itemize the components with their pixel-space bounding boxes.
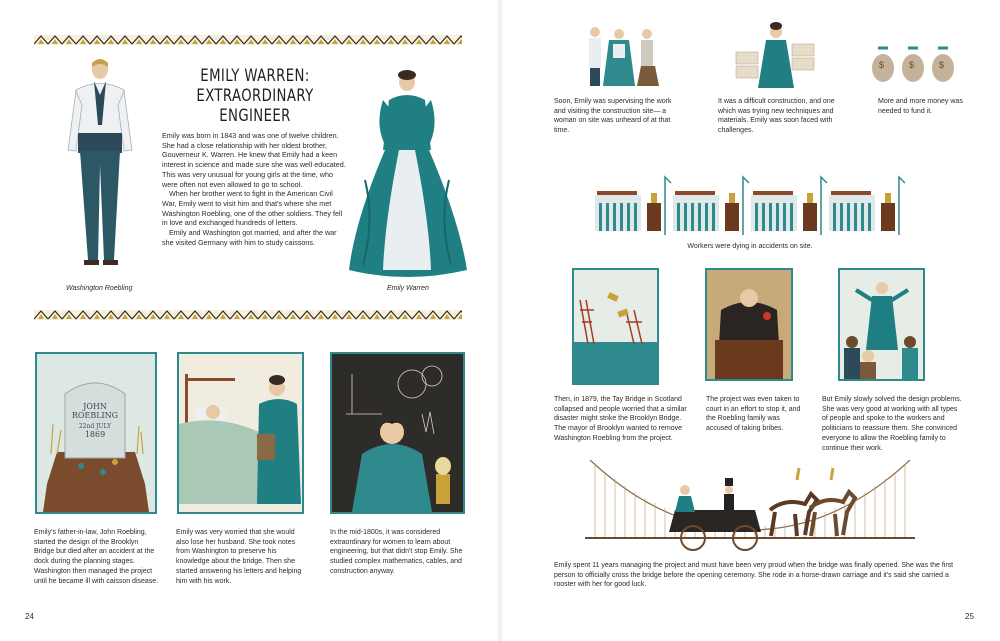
page-title [185,66,325,126]
decorative-border-middle [34,310,462,320]
panel-2-text: Emily was very worried that she would also lose her husband. She took notes from Washington to preserve his knowledge about the bridge. Then she started answering his letters and helping him with his work. [176,529,302,585]
caption-washington-roebling: Washington Roebling [66,285,133,292]
title-line-1: EMILY WARREN: [200,66,310,86]
hospital-bed [595,177,671,235]
site-visit-illustration [575,22,670,90]
caption-emily-warren: Emily Warren [387,285,429,292]
intro-text [162,131,348,247]
caption-workers: Workers were dying in accidents on site. [687,243,813,250]
tombstone-line-3: 22nd JULY [78,423,112,430]
page-number-right: 25 [965,612,974,621]
panel-1-text: Emily's father-in-law, John Roebling, started the design of the Brooklyn Bridge but died after an accident at the dock during the planning stages. Washington then managed the project until he became ill with caisson disease. [34,529,159,585]
title-line-2: EXTRAORDINARY ENGINEER [196,86,314,126]
money-symbol-1: $ [879,60,885,70]
middle-text-2: The project was even taken to court in an effort to stop it, and the Roebling family was accused of taking bribes. [706,396,801,433]
top-text-3: More and more money was needed to fund it. [878,98,963,115]
panel-3-text: In the mid-1800s, it was considered extraordinary for women to learn about engineering, but that didn't stop Emily. She studied complex mathematics, cables, and construction anyway. [330,529,463,575]
middle-text-1: Then, in 1879, the Tay Bridge in Scotland collapsed and people worried that a similar disaster might strike the Brooklyn Bridge. The mayor of Brooklyn wanted to remove Washington Roebling from the project. [554,396,687,442]
top-text-1: Soon, Emily was supervising the work and visiting the construction site— a woman on site was unheard of at that time. [554,98,672,135]
hospital-bed [829,177,905,235]
construction-challenges-illustration [730,22,820,90]
tombstone-panel [35,352,157,514]
studying-panel [330,352,465,514]
page-number-left: 24 [25,612,34,621]
reassuring-panel [838,268,925,381]
bottom-text: Emily spent 11 years managing the project and must have been very proud when the bridge was finally opened. She was the first person to officially cross the bridge before the opening ceremony. She rode in a horse-drawn carriage and it's said she carried a rooster with her for good luck. [554,562,954,589]
tombstone-line-1: JOHN [83,402,107,411]
tombstone-inscription [65,402,125,439]
intro-paragraph-1: Emily was born in 1843 and was one of twelve children. She had a close relationship with her oldest brother, Gouverneur K. Warren. He knew that Emily had a keen interest in science and made sure she was well educated. This was very unusual for young girls at the time, who were often not even allowed to go to school. [162,131,346,189]
top-text-2: It was a difficult construction, and one which was trying new techniques and materials. Emily was soon faced with challenges. [718,98,835,135]
intro-paragraph-2: When her brother went to fight in the American Civil War, Emily went to visit him and that's where she met Washington Roebling, one of the other soldiers. They fell in love and exchanged hundreds of letters. [162,189,343,228]
court-panel [705,268,793,381]
right-page [500,0,1000,641]
tay-bridge-panel [572,268,659,385]
bridge-carriage-illustration [585,460,915,555]
emily-warren-illustration [345,70,470,280]
middle-text-3: But Emily slowly solved the design problems. She was very good at working with all types of people and spoke to the workers and politicians to reassure them. She convinced everyone to allow the Roebling family to continue their work. [822,396,962,452]
intro-paragraph-3: Emily and Washington got married, and after the war she visited Germany with him to study caissons. [162,228,337,247]
tombstone-line-4: 1869 [84,430,106,439]
money-bags-illustration [868,40,958,85]
hospital-beds-illustration [595,175,905,237]
sick-husband-panel [177,352,304,514]
tombstone-line-2: ROEBLING [71,411,119,420]
money-symbol-2: $ [909,60,915,70]
hospital-bed [751,177,827,235]
hospital-bed [673,177,749,235]
money-symbol-3: $ [939,60,945,70]
washington-roebling-illustration [58,55,148,280]
decorative-border-top [34,35,462,45]
